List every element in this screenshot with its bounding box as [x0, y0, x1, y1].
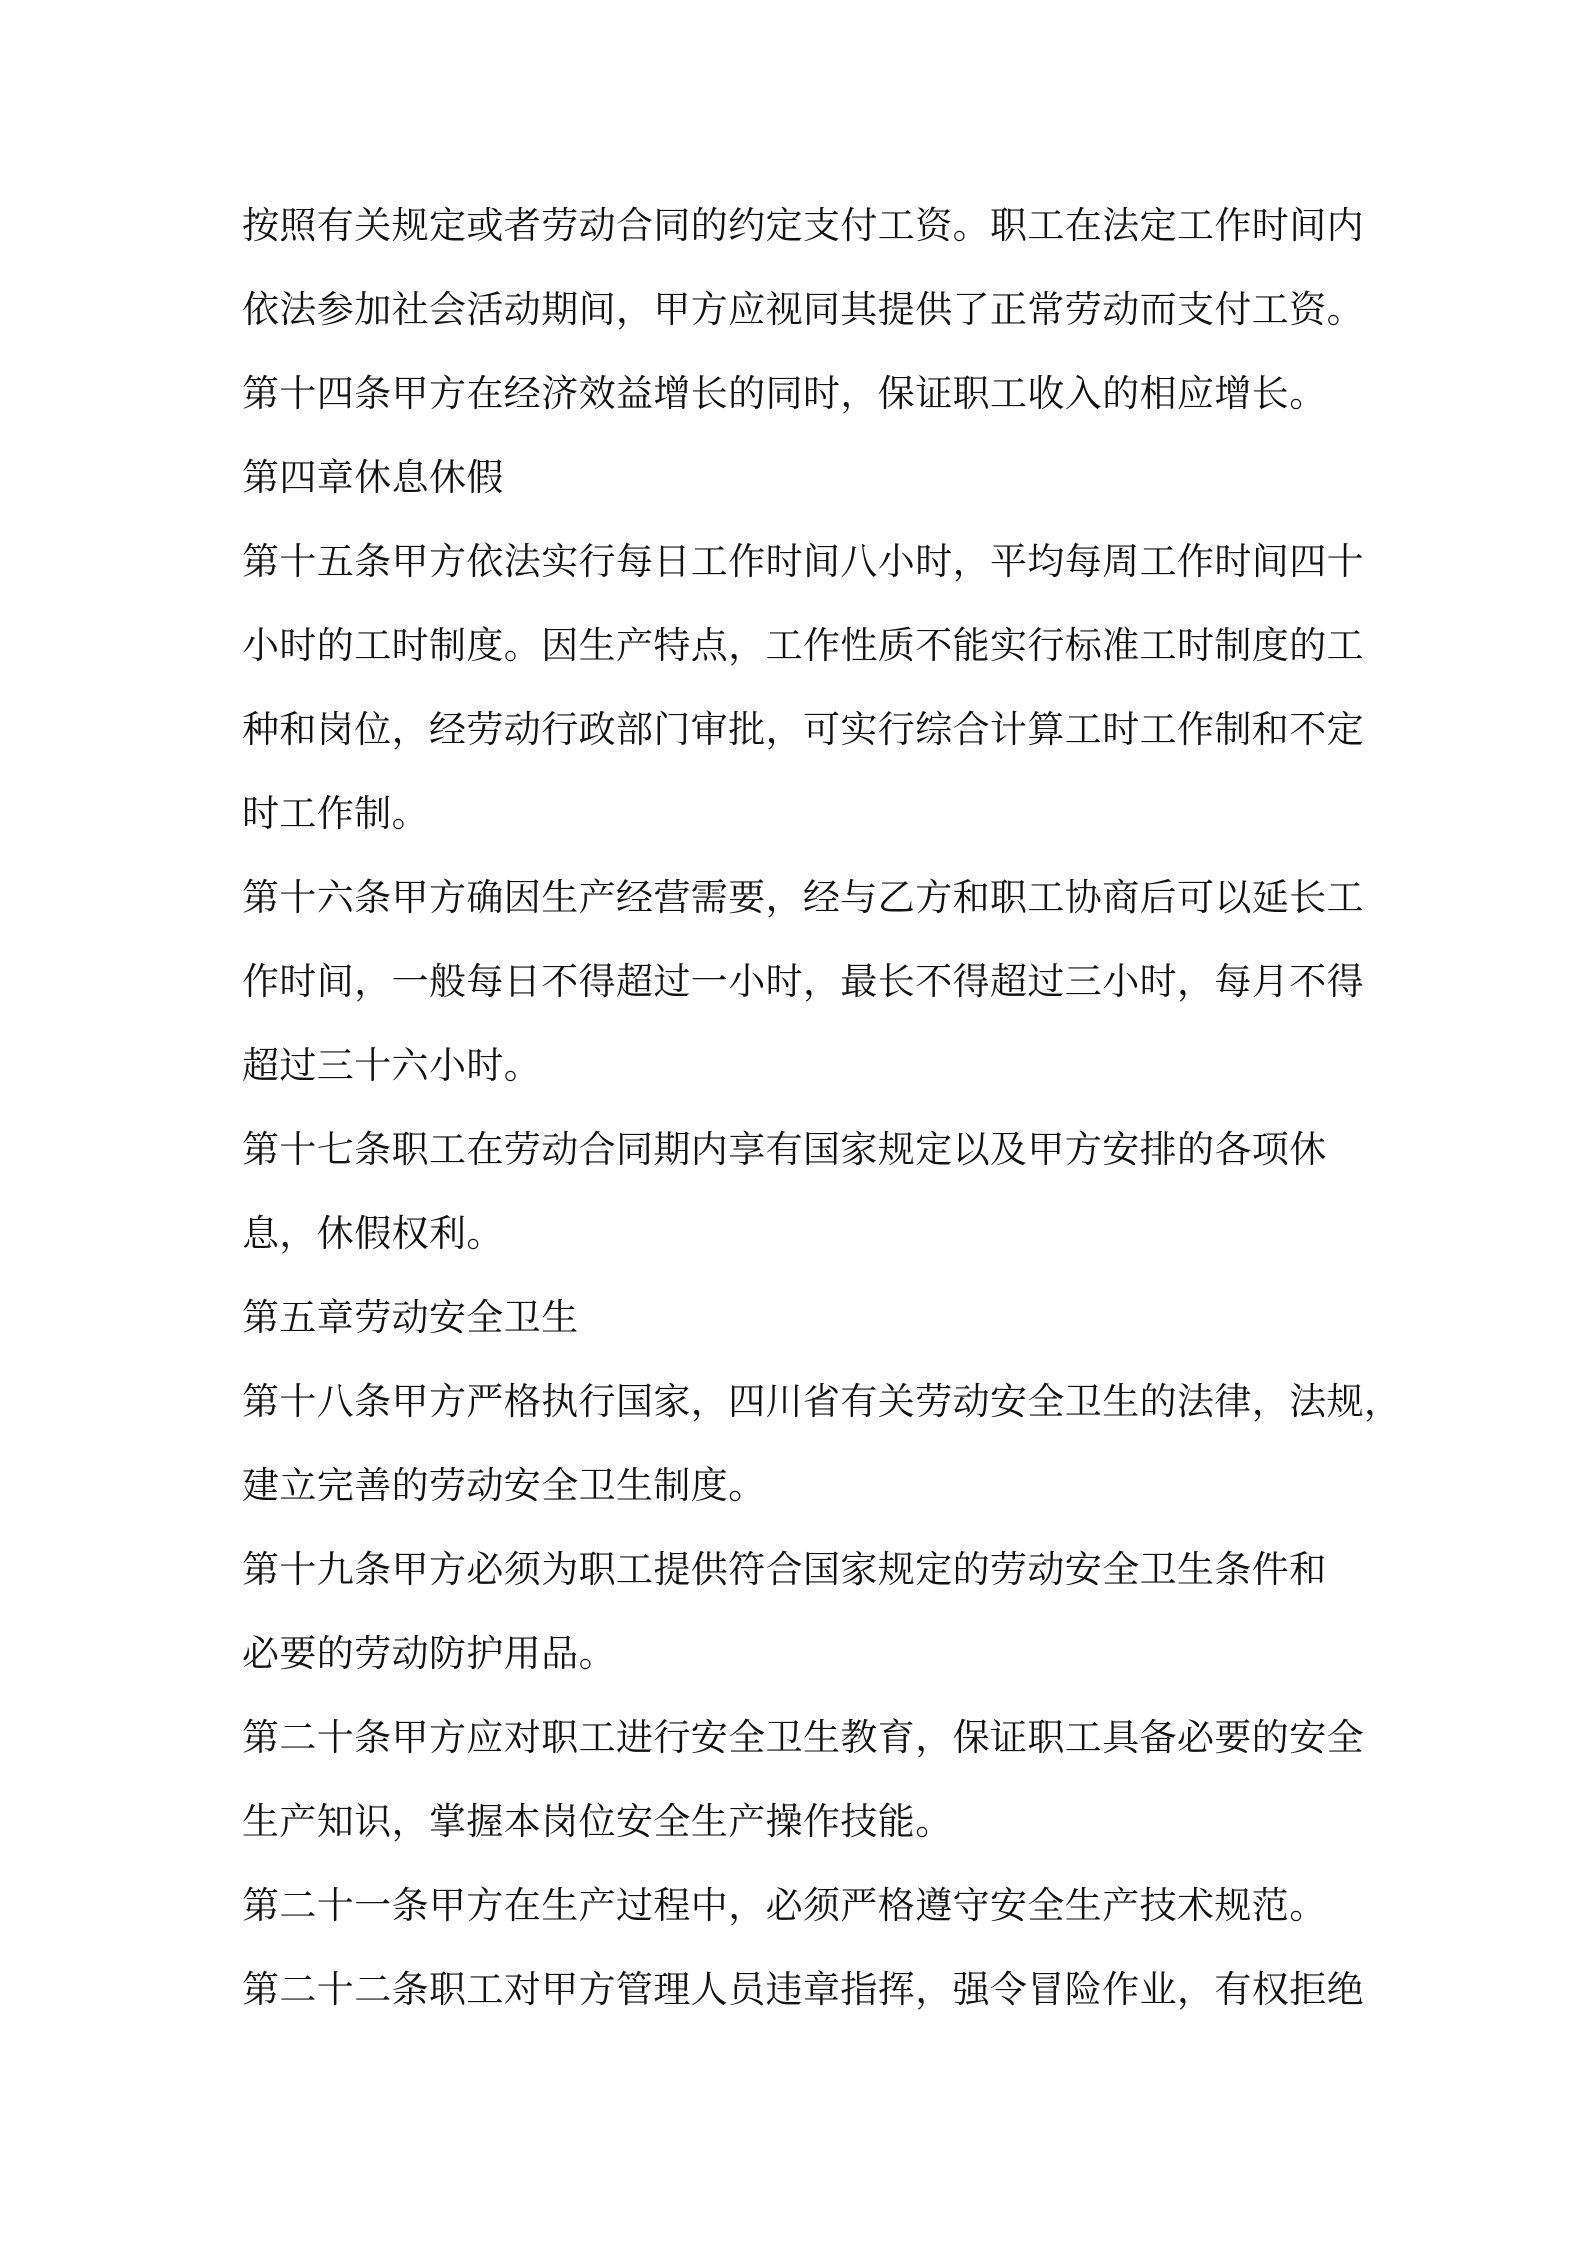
article-19: 第十九条甲方必须为职工提供符合国家规定的劳动安全卫生条件和 — [242, 1548, 1327, 1591]
text-line: 时工作制。 — [242, 792, 429, 835]
article-20: 第二十条甲方应对职工进行安全卫生教育，保证职工具备必要的安全 — [242, 1716, 1364, 1759]
article-22: 第二十二条职工对甲方管理人员违章指挥，强令冒险作业，有权拒绝 — [242, 1968, 1364, 2011]
text-line: 必要的劳动防护用品。 — [242, 1632, 616, 1675]
text-line: 种和岗位，经劳动行政部门审批，可实行综合计算工时工作制和不定 — [242, 708, 1364, 751]
article-18: 第十八条甲方严格执行国家，四川省有关劳动安全卫生的法律，法规， — [242, 1380, 1402, 1423]
text-line: 作时间，一般每日不得超过一小时，最长不得超过三小时，每月不得 — [242, 960, 1364, 1003]
article-16: 第十六条甲方确因生产经营需要，经与乙方和职工协商后可以延长工 — [242, 876, 1364, 919]
text-line: 依法参加社会活动期间，甲方应视同其提供了正常劳动而支付工资。 — [242, 288, 1364, 331]
article-15: 第十五条甲方依法实行每日工作时间八小时，平均每周工作时间四十 — [242, 540, 1364, 583]
text-line: 超过三十六小时。 — [242, 1044, 542, 1087]
chapter-5-heading: 第五章劳动安全卫生 — [242, 1296, 579, 1339]
text-line: 生产知识，掌握本岗位安全生产操作技能。 — [242, 1800, 953, 1843]
text-line: 小时的工时制度。因生产特点，工作性质不能实行标准工时制度的工 — [242, 624, 1364, 667]
chapter-4-heading: 第四章休息休假 — [242, 456, 504, 499]
document-body — [242, 201, 1402, 2049]
text-line: 建立完善的劳动安全卫生制度。 — [242, 1464, 766, 1507]
text-line: 按照有关规定或者劳动合同的约定支付工资。职工在法定工作时间内 — [242, 204, 1364, 247]
article-21: 第二十一条甲方在生产过程中，必须严格遵守安全生产技术规范。 — [242, 1884, 1327, 1927]
text-line: 息，休假权利。 — [242, 1212, 504, 1255]
article-14: 第十四条甲方在经济效益增长的同时，保证职工收入的相应增长。 — [242, 372, 1327, 415]
article-17: 第十七条职工在劳动合同期内享有国家规定以及甲方安排的各项休 — [242, 1128, 1327, 1171]
